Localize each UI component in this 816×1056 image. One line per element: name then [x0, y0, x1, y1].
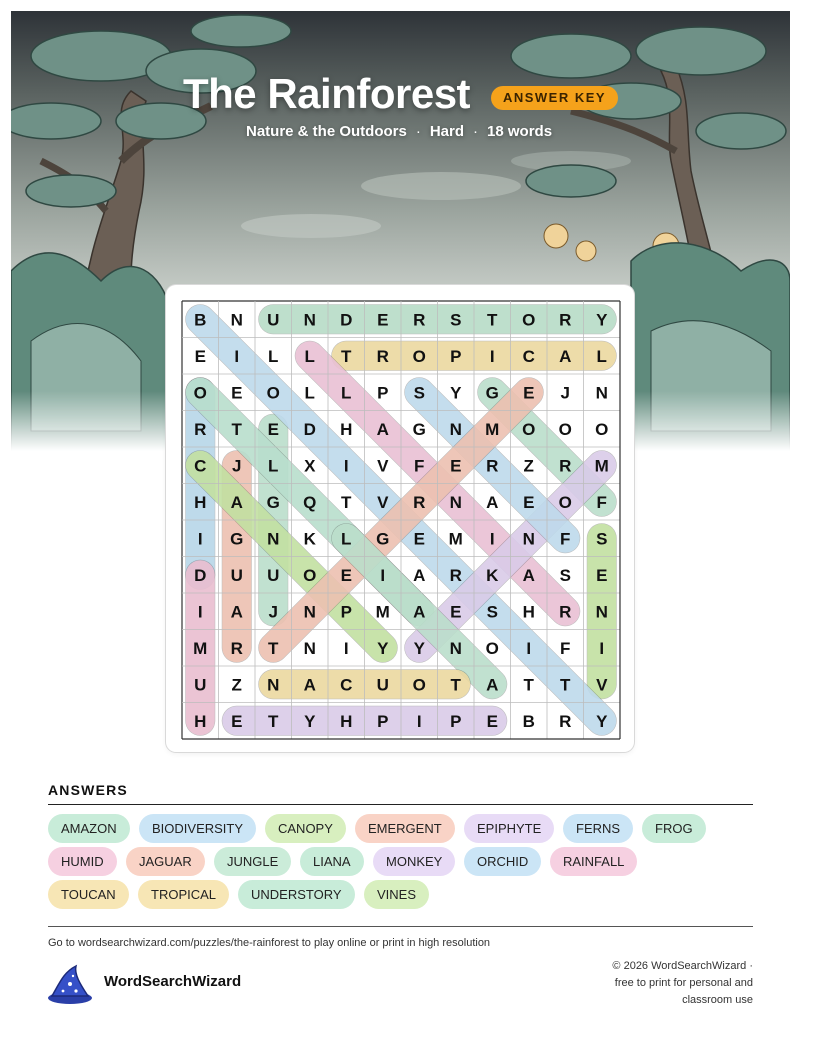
grid-cell-letter: X	[304, 456, 316, 476]
grid-cell-letter: E	[231, 711, 243, 731]
grid-cell-letter: T	[450, 675, 461, 695]
grid-cell-letter: S	[450, 310, 462, 330]
grid-cell-letter: T	[523, 675, 534, 695]
grid-cell-letter: U	[267, 565, 280, 585]
grid-cell-letter: A	[413, 602, 426, 622]
grid-cell-letter: T	[560, 675, 571, 695]
grid-cell-letter: U	[194, 675, 207, 695]
grid-cell-letter: A	[522, 565, 535, 585]
grid-cell-letter: J	[268, 602, 278, 622]
grid-cell-letter: R	[230, 638, 243, 658]
grid-cell-letter: O	[303, 565, 317, 585]
grid-cell-letter: R	[413, 310, 426, 330]
answer-chip-frog: FROG	[642, 814, 706, 843]
grid-cell-letter: G	[230, 529, 244, 549]
separator-dot: ·	[473, 123, 479, 140]
grid-cell-letter: I	[234, 346, 240, 366]
separator-dot: ·	[415, 123, 421, 140]
grid-cell-letter: N	[522, 529, 535, 549]
grid-cell-letter: O	[193, 383, 207, 403]
footer-url-text: Go to wordsearchwizard.com/puzzles/the-rainforest to play online or print in high resolution	[48, 937, 491, 949]
grid-cell-letter: L	[304, 383, 315, 403]
grid-cell-letter: I	[343, 456, 349, 476]
grid-cell-letter: U	[230, 565, 243, 585]
grid-cell-letter: V	[377, 456, 389, 476]
grid-cell-letter: L	[341, 383, 352, 403]
grid-cell-letter: H	[194, 711, 207, 731]
grid-cell-letter: M	[448, 529, 463, 549]
grid-cell-letter: L	[596, 346, 607, 366]
answer-chip-epiphyte: EPIPHYTE	[464, 814, 554, 843]
grid-cell-letter: A	[486, 492, 499, 512]
grid-cell-letter: A	[303, 675, 316, 695]
grid-cell-letter: I	[197, 602, 203, 622]
grid-cell-letter: A	[413, 565, 426, 585]
grid-cell-letter: H	[194, 492, 207, 512]
grid-cell-letter: D	[303, 419, 316, 439]
grid-cell-letter: O	[522, 419, 536, 439]
grid-cell-letter: I	[489, 529, 495, 549]
grid-cell-letter: M	[193, 638, 208, 658]
grid-cell-letter: F	[596, 492, 607, 512]
grid-cell-letter: M	[485, 419, 500, 439]
grid-cell-letter: Y	[596, 711, 608, 731]
grid-cell-letter: E	[267, 419, 279, 439]
grid-cell-letter: I	[343, 638, 349, 658]
wizard-hat-icon	[46, 964, 94, 1006]
grid-cell-letter: I	[416, 711, 422, 731]
grid-cell-letter: O	[485, 638, 499, 658]
grid-cell-letter: L	[341, 529, 352, 549]
answer-key-badge: ANSWER KEY	[491, 86, 618, 110]
grid-cell-letter: N	[595, 383, 608, 403]
answer-chip-humid: HUMID	[48, 847, 117, 876]
grid-cell-letter: E	[596, 565, 608, 585]
grid-cell-letter: O	[558, 492, 572, 512]
grid-cell-letter: Q	[303, 492, 317, 512]
divider	[48, 804, 753, 805]
answer-chip-jaguar: JAGUAR	[126, 847, 205, 876]
grid-cell-letter: R	[559, 310, 572, 330]
grid-cell-letter: A	[376, 419, 389, 439]
word-search-grid	[166, 285, 634, 752]
copyright-notice	[553, 958, 753, 1009]
grid-cell-letter: I	[526, 638, 532, 658]
copyright-line: free to print for personal and	[614, 977, 753, 989]
answer-chip-liana: LIANA	[300, 847, 364, 876]
grid-cell-letter: A	[230, 602, 243, 622]
grid-cell-letter: P	[340, 602, 352, 622]
grid-cell-letter: B	[194, 310, 207, 330]
answer-chip-biodiversity: BIODIVERSITY	[139, 814, 256, 843]
grid-cell-letter: H	[340, 419, 353, 439]
grid-cell-letter: E	[450, 602, 462, 622]
grid-cell-letter: J	[232, 456, 242, 476]
grid-cell-letter: G	[485, 383, 499, 403]
grid-cell-letter: S	[559, 565, 571, 585]
grid-cell-letter: N	[449, 419, 462, 439]
grid-cell-letter: A	[230, 492, 243, 512]
grid-cell-letter: Y	[413, 638, 425, 658]
grid-cell-letter: D	[194, 565, 207, 585]
grid-cell-letter: J	[560, 383, 570, 403]
answer-chip-toucan: TOUCAN	[48, 880, 129, 909]
grid-cell-letter: O	[558, 419, 572, 439]
grid-cell-letter: C	[340, 675, 353, 695]
puzzle-title: The Rainforest	[183, 70, 471, 117]
puzzle-subtitle	[246, 123, 552, 140]
grid-cell-letter: E	[523, 492, 535, 512]
grid-cell-letter: T	[341, 346, 352, 366]
grid-cell-letter: I	[489, 346, 495, 366]
grid-cell-letter: G	[412, 419, 426, 439]
grid-cell-letter: T	[487, 310, 498, 330]
difficulty-label: Hard	[429, 123, 465, 140]
grid-cell-letter: R	[413, 492, 426, 512]
divider	[48, 926, 753, 927]
puzzle-card	[166, 285, 634, 752]
answers-heading: ANSWERS	[48, 782, 128, 798]
grid-cell-letter: N	[303, 310, 316, 330]
answer-chip-jungle: JUNGLE	[214, 847, 291, 876]
grid-cell-letter: F	[414, 456, 425, 476]
grid-cell-letter: L	[268, 346, 279, 366]
answer-chip-tropical: TROPICAL	[138, 880, 229, 909]
grid-cell-letter: M	[594, 456, 609, 476]
grid-cell-letter: E	[450, 456, 462, 476]
grid-cell-letter: Y	[596, 310, 608, 330]
grid-cell-letter: N	[449, 492, 462, 512]
grid-cell-letter: U	[376, 675, 389, 695]
grid-cell-letter: S	[486, 602, 498, 622]
grid-cell-letter: R	[559, 602, 572, 622]
grid-cell-letter: T	[341, 492, 352, 512]
grid-cell-letter: R	[376, 346, 389, 366]
answer-chip-canopy: CANOPY	[265, 814, 346, 843]
grid-cell-letter: Y	[377, 638, 389, 658]
grid-cell-letter: R	[486, 456, 499, 476]
grid-cell-letter: M	[375, 602, 390, 622]
grid-cell-letter: N	[267, 529, 280, 549]
grid-cell-letter: B	[522, 711, 535, 731]
grid-cell-letter: Z	[231, 675, 242, 695]
answer-chip-monkey: MONKEY	[373, 847, 455, 876]
grid-cell-letter: P	[450, 711, 462, 731]
grid-cell-letter: E	[377, 310, 389, 330]
grid-cell-letter: O	[266, 383, 280, 403]
copyright-line: classroom use	[682, 994, 753, 1006]
word-count-label: 18 words	[487, 123, 553, 140]
grid-cell-letter: G	[376, 529, 390, 549]
grid-cell-letter: Z	[523, 456, 534, 476]
grid-cell-letter: N	[595, 602, 608, 622]
grid-cell-letter: C	[194, 456, 207, 476]
grid-cell-letter: N	[303, 638, 316, 658]
grid-cell-letter: R	[449, 565, 462, 585]
grid-cell-letter: P	[450, 346, 462, 366]
grid-cell-letter: V	[377, 492, 389, 512]
grid-cell-letter: T	[231, 419, 242, 439]
grid-cell-letter: N	[230, 310, 243, 330]
answer-chip-rainfall: RAINFALL	[550, 847, 637, 876]
grid-cell-letter: S	[596, 529, 608, 549]
grid-cell-letter: A	[486, 675, 499, 695]
grid-cell-letter: G	[266, 492, 280, 512]
grid-cell-letter: N	[267, 675, 280, 695]
grid-cell-letter: E	[231, 383, 243, 403]
grid-cell-letter: E	[486, 711, 498, 731]
grid-cell-letter: E	[413, 529, 425, 549]
grid-cell-letter: H	[340, 711, 353, 731]
grid-cell-letter: N	[303, 602, 316, 622]
grid-cell-letter: T	[268, 638, 279, 658]
grid-cell-letter: T	[268, 711, 279, 731]
answer-chip-amazon: AMAZON	[48, 814, 130, 843]
answer-chip-emergent: EMERGENT	[355, 814, 455, 843]
grid-cell-letter: E	[523, 383, 535, 403]
answer-chip-understory: UNDERSTORY	[238, 880, 355, 909]
grid-cell-letter: K	[303, 529, 316, 549]
answer-chip-ferns: FERNS	[563, 814, 633, 843]
grid-cell-letter: R	[194, 419, 207, 439]
grid-cell-letter: Y	[304, 711, 316, 731]
grid-cell-letter: R	[559, 711, 572, 731]
grid-cell-letter: F	[560, 529, 571, 549]
grid-cell-letter: C	[522, 346, 535, 366]
grid-cell-letter: N	[449, 638, 462, 658]
grid-cell-letter: Y	[450, 383, 462, 403]
grid-cell-letter: I	[197, 529, 203, 549]
grid-cell-letter: I	[599, 638, 605, 658]
grid-cell-letter: S	[413, 383, 425, 403]
grid-cell-letter: P	[377, 383, 389, 403]
answer-chip-orchid: ORCHID	[464, 847, 541, 876]
grid-cell-letter: O	[412, 346, 426, 366]
grid-cell-letter: L	[304, 346, 315, 366]
grid-cell-letter: A	[559, 346, 572, 366]
grid-cell-letter: L	[268, 456, 279, 476]
grid-cell-letter: E	[340, 565, 352, 585]
grid-cell-letter: E	[194, 346, 206, 366]
grid-cell-letter: V	[596, 675, 608, 695]
grid-cell-letter: O	[595, 419, 609, 439]
grid-cell-letter: H	[522, 602, 535, 622]
answer-chip-vines: VINES	[364, 880, 429, 909]
category-label: Nature & the Outdoors	[246, 123, 407, 140]
grid-cell-letter: R	[559, 456, 572, 476]
grid-cell-letter: O	[522, 310, 536, 330]
copyright-line: © 2026 WordSearchWizard ·	[612, 960, 753, 972]
brand-name: WordSearchWizard	[104, 973, 242, 990]
grid-cell-letter: D	[340, 310, 353, 330]
grid-cell-letter: F	[560, 638, 571, 658]
grid-cell-letter: U	[267, 310, 280, 330]
grid-cell-letter: O	[412, 675, 426, 695]
grid-cell-letter: P	[377, 711, 389, 731]
grid-cell-letter: I	[380, 565, 386, 585]
grid-cell-letter: K	[486, 565, 499, 585]
